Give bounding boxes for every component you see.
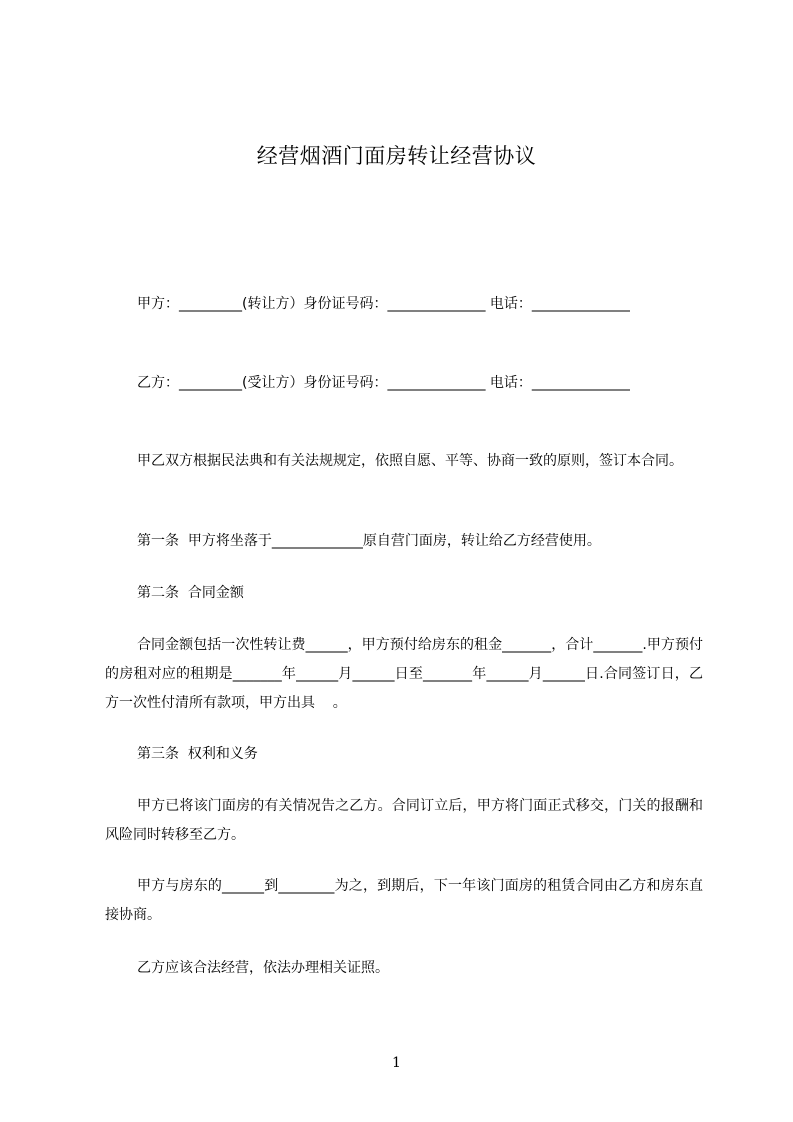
article-3-paragraph-2: 甲方与房东的______到________为之，到期后，下一年该门面房的租赁合同由乙方和房东直接协商。 (105, 878, 703, 923)
article-2-heading: 第二条 合同金额 (137, 585, 244, 601)
party-a-line: 甲方：_________(转让方）身份证号码：______________ 电话：______________ (137, 296, 630, 312)
article-3-paragraph-1: 甲方已将该门面房的有关情况告之乙方。合同订立后，甲方将门面正式移交，门关的报酬和风险同时转移至乙方。 (105, 798, 703, 843)
preamble-paragraph: 甲乙双方根据民法典和有关法规规定，依照自愿、平等、协商一致的原则，签订本合同。 (137, 453, 683, 469)
article-3-heading: 第三条 权利和义务 (137, 746, 258, 762)
article-1: 第一条 甲方将坐落于_____________原自营门面房，转让给乙方经营使用。 (137, 533, 601, 549)
document-title: 经营烟酒门面房转让经营协议 (256, 144, 537, 168)
page-number: 1 (392, 1055, 401, 1071)
article-2-body: 合同金额包括一次性转让费______，甲方预付给房东的租金_______，合计_______.甲方预付的房租对应的租期是_______年______月______日至_______年______月______日.合同签订日，乙方一次性付清所有款项，甲方出具 。 (105, 637, 703, 711)
party-b-line: 乙方：_________(受让方）身份证号码：______________ 电话：______________ (137, 375, 630, 391)
article-3-paragraph-3: 乙方应该合法经营，依法办理相关证照。 (137, 960, 389, 976)
